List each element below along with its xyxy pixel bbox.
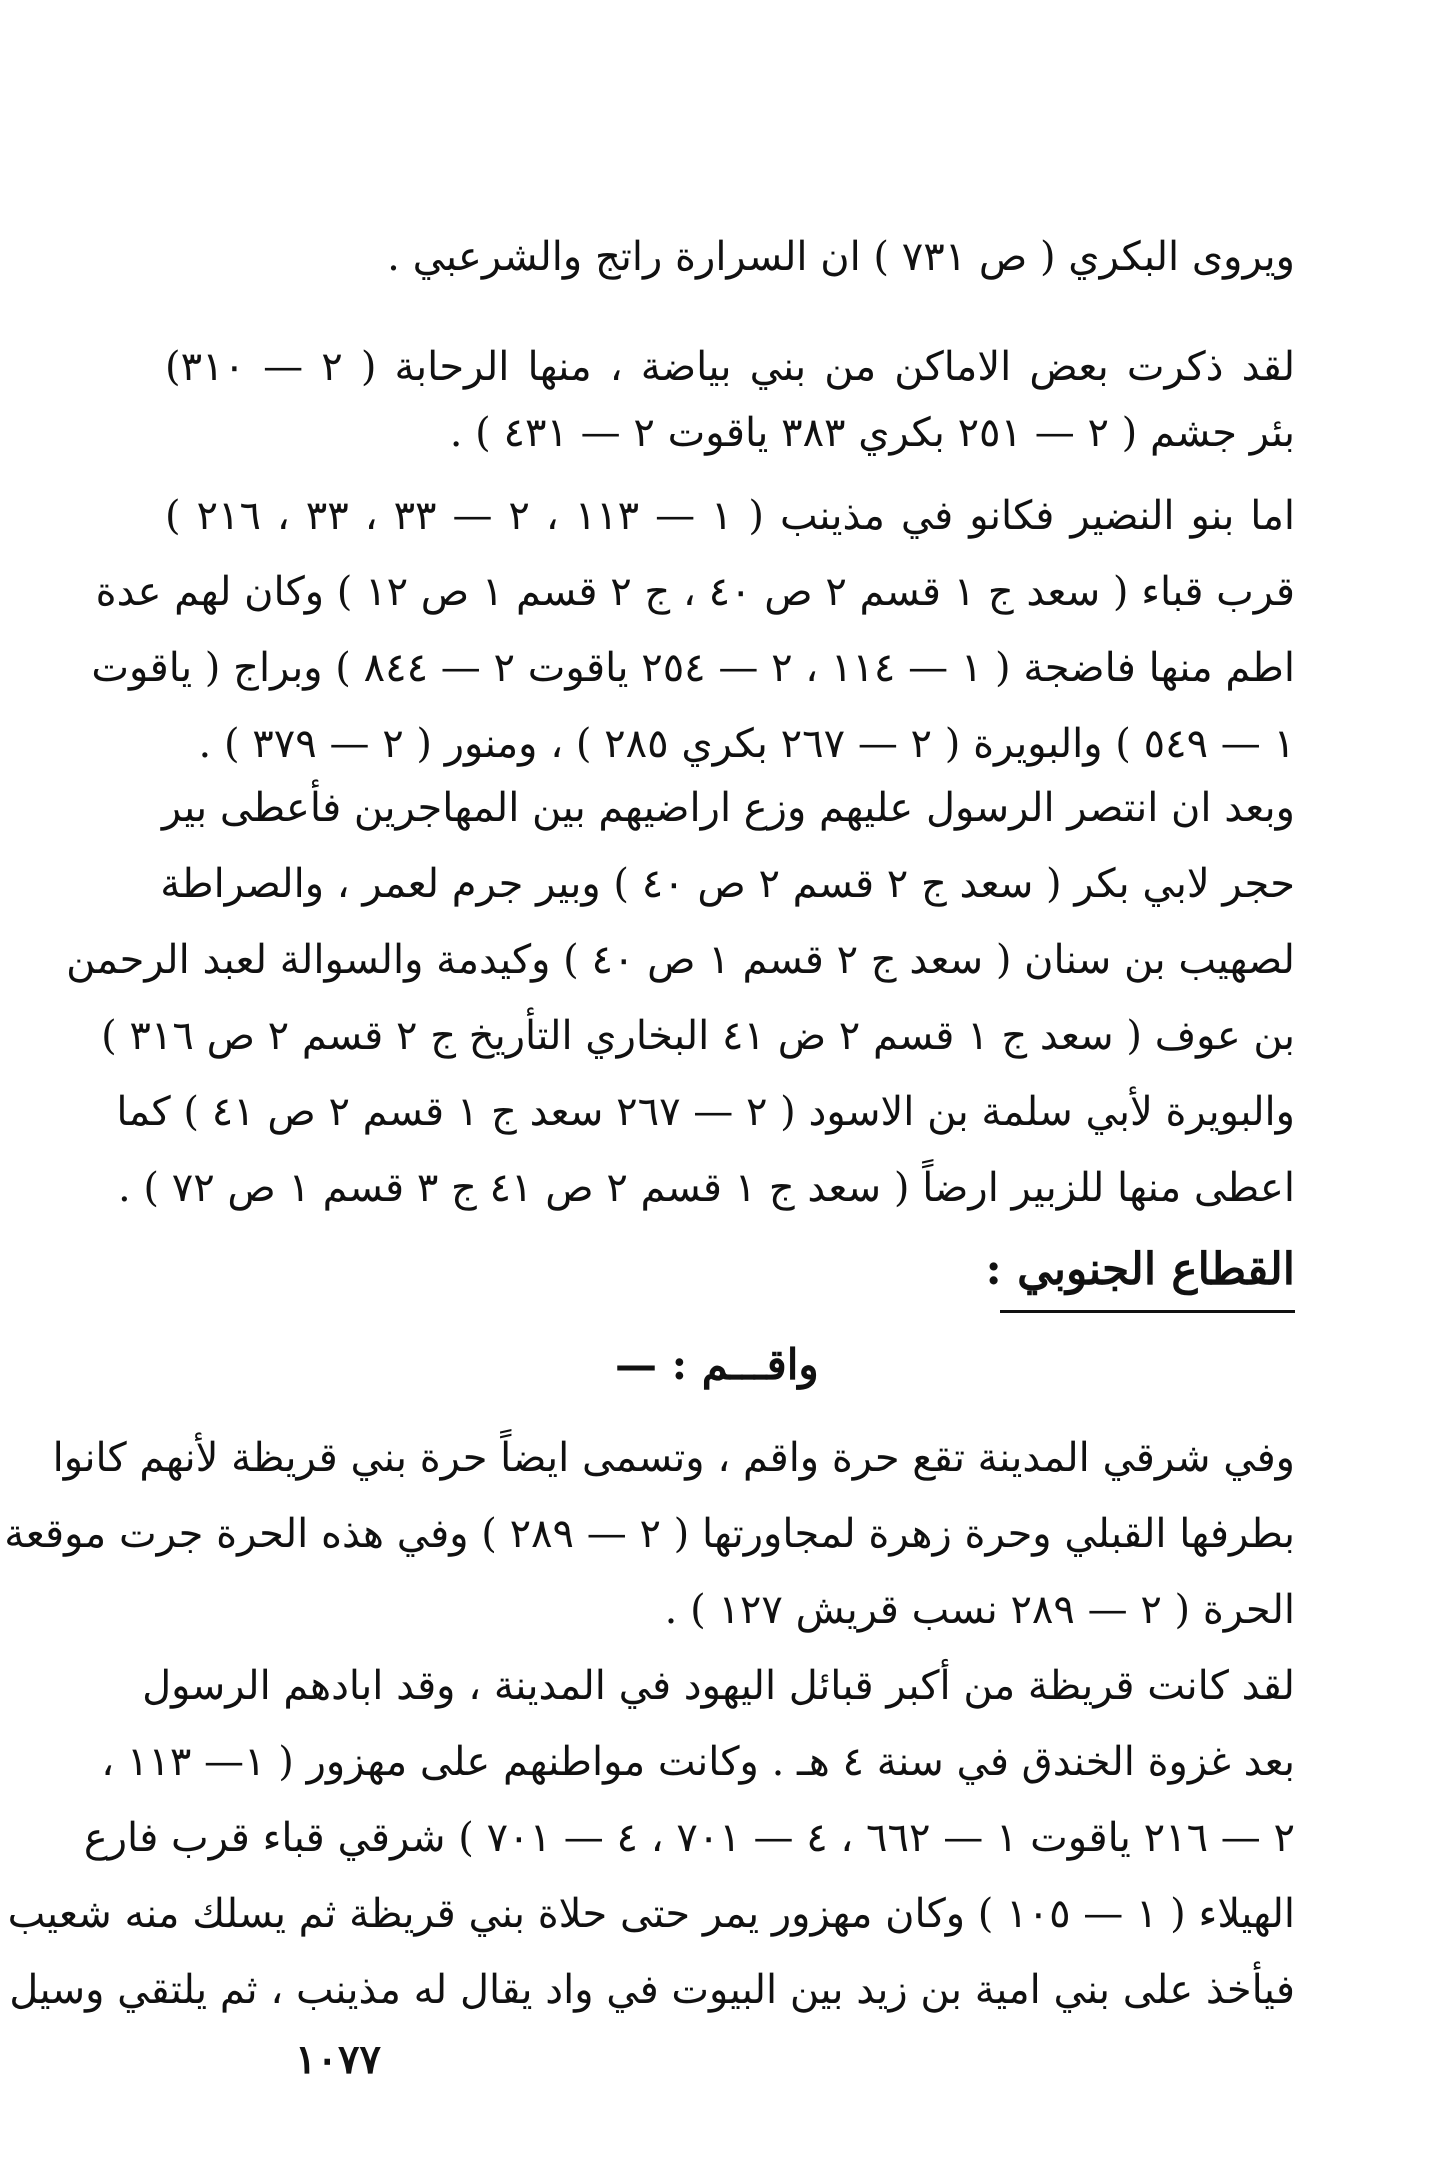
- text-line: بعد غزوة الخندق في سنة ٤ هـ . وكانت مواطنهم على مهزور ( ١— ١١٣ ،: [101, 1739, 1295, 1785]
- text-line: وفي شرقي المدينة تقع حرة واقم ، وتسمى ايضاً حرة بني قريظة لأنهم كانوا: [52, 1435, 1295, 1481]
- text-line: لقد كانت قريظة من أكبر قبائل اليهود في المدينة ، وقد ابادهم الرسول: [142, 1663, 1295, 1709]
- text-line: حجر لابي بكر ( سعد ج ٢ قسم ٢ ص ٤٠ ) وبير جرم لعمر ، والصراطة: [160, 861, 1295, 907]
- text-line: فيأخذ على بني امية بن زيد بين البيوت في واد يقال له مذينب ، ثم يلتقي وسيل: [9, 1967, 1295, 2013]
- heading-underline: [1000, 1310, 1295, 1313]
- text-line: ٢ — ٢١٦ ياقوت ١ — ٦٦٢ ، ٤ — ٧٠١ ، ٤ — ٧٠١ ) شرقي قباء قرب فارع: [83, 1815, 1295, 1861]
- text-line: ١ — ٥٤٩ ) والبويرة ( ٢ — ٢٦٧ بكري ٢٨٥ ) ، ومنور ( ٢ — ٣٧٩ ) .: [198, 721, 1295, 767]
- text-line: بن عوف ( سعد ج ١ قسم ٢ ض ٤١ البخاري التأريخ ج ٢ قسم ٢ ص ٣١٦ ): [101, 1013, 1295, 1059]
- text-line: قرب قباء ( سعد ج ١ قسم ٢ ص ٤٠ ، ج ٢ قسم ١ ص ١٢ ) وكان لهم عدة: [95, 569, 1295, 615]
- paragraph-1: [165, 225, 1295, 289]
- paragraph-5: [4, 1420, 1295, 1648]
- subheading: واقـــم : —: [615, 1340, 819, 1389]
- text-line: والبويرة لأبي سلمة بن الاسود ( ٢ — ٢٦٧ سعد ج ١ قسم ٢ ص ٤١ ) كما: [116, 1089, 1295, 1135]
- paragraph-2: [165, 325, 1295, 473]
- text-line: بطرفها القبلي وحرة زهرة لمجاورتها ( ٢ — ٢٨٩ ) وفي هذه الحرة جرت موقعة: [4, 1511, 1295, 1557]
- text-line: وبعد ان انتصر الرسول عليهم وزع اراضيهم بين المهاجرين فأعطى بير: [161, 785, 1295, 831]
- text-line: الهيلاء ( ١ — ١٠٥ ) وكان مهزور يمر حتى حلاة بني قريظة ثم يسلك منه شعيب: [7, 1891, 1295, 1937]
- text-line: اعطى منها للزبير ارضاً ( سعد ج ١ قسم ٢ ص ٤١ ج ٣ قسم ١ ص ٧٢ ) .: [117, 1165, 1295, 1211]
- text-line: اطم منها فاضجة ( ١ — ١١٤ ، ٢ — ٢٥٤ ياقوت ٢ — ٨٤٤ ) وبراج ( ياقوت: [91, 645, 1295, 691]
- text-line: لقد ذكرت بعض الاماكن من بني بياضة ، منها الرحابة ( ٢ — ٣١٠): [165, 344, 1296, 390]
- page-number: ١٠٧٧: [295, 2036, 381, 2083]
- paragraph-3: [91, 478, 1296, 782]
- paragraph-4: [66, 770, 1295, 1226]
- text-line: بئر جشم ( ٢ — ٢٥١ بكري ٣٨٣ ياقوت ٢ — ٤٣١ ) .: [449, 410, 1295, 456]
- text-line: لصهيب بن سنان ( سعد ج ٢ قسم ١ ص ٤٠ ) وكيدمة والسوالة لعبد الرحمن: [66, 937, 1295, 983]
- section-heading: القطاع الجنوبي :: [985, 1244, 1295, 1295]
- text-line: ويروى البكري ( ص ٧٣١ ) ان السرارة راتج والشرعبي .: [387, 234, 1295, 280]
- text-line: اما بنو النضير فكانو في مذينب ( ١ — ١١٣ ، ٢ — ٣٣ ، ٣٣ ، ٢١٦ ): [165, 493, 1296, 539]
- text-line: الحرة ( ٢ — ٢٨٩ نسب قريش ١٢٧ ) .: [664, 1587, 1295, 1633]
- paragraph-6: [7, 1648, 1295, 2028]
